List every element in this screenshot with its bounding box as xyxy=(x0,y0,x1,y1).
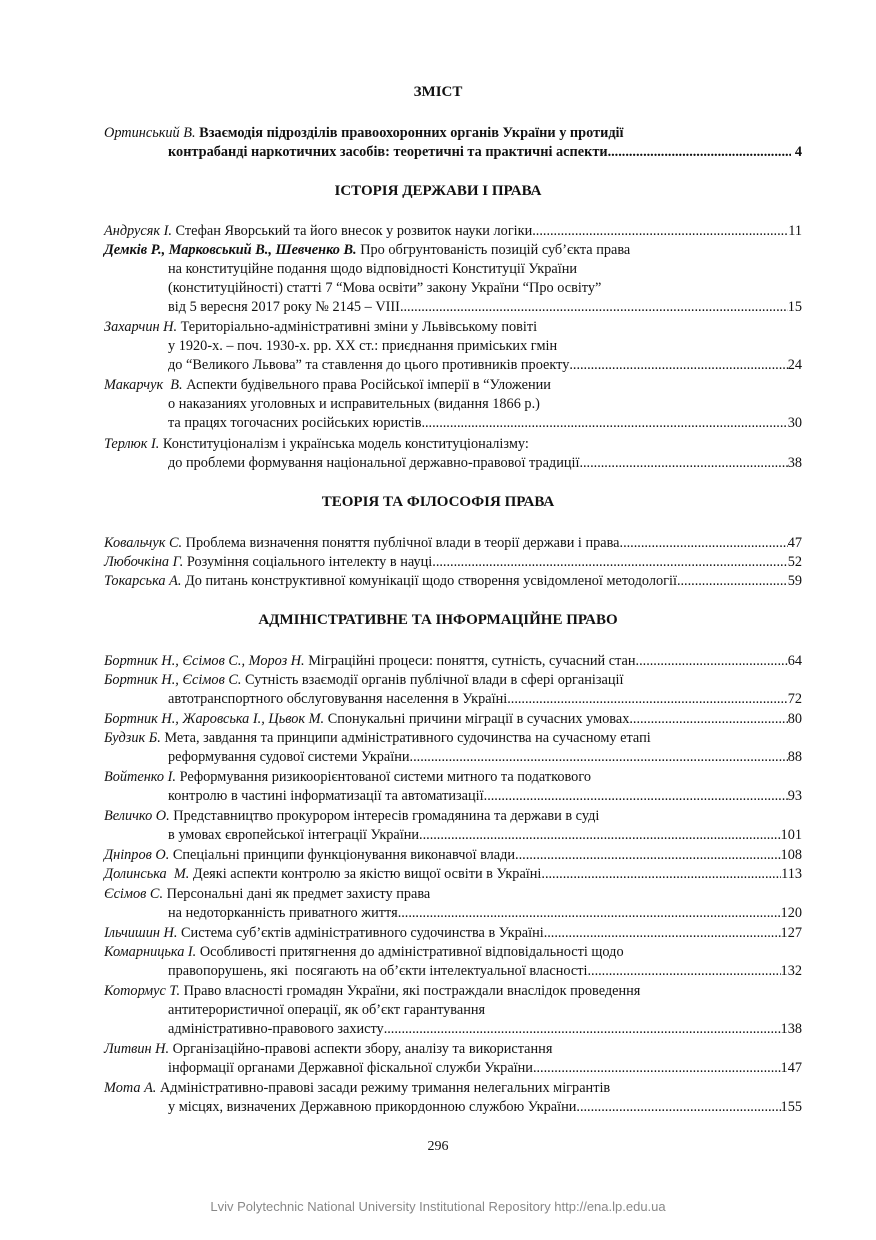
leader-dots xyxy=(677,572,788,591)
leader-dots xyxy=(484,787,788,806)
entry-title-line: Персональні дані як предмет захисту права xyxy=(166,886,431,902)
repository-footer: Lviv Polytechnic National University Institutional Repository http://ena.lp.edu.ua xyxy=(210,1199,666,1214)
entry-page: 132 xyxy=(780,963,802,979)
entry-title-line: правопорушень, які посягають на об’єкти інтелектуальної власності xyxy=(168,963,588,979)
leader-dots xyxy=(384,1020,781,1039)
toc-entry[interactable] xyxy=(104,807,802,845)
toc-entry[interactable] xyxy=(104,553,802,572)
entry-page: 138 xyxy=(780,1021,802,1037)
entry-author: Токарська А. xyxy=(104,573,182,589)
entry-author: Бортник Н., Єсімов С., Мороз Н. xyxy=(104,653,305,669)
leader-dots xyxy=(541,865,781,884)
leader-dots xyxy=(629,710,787,729)
entry-title-line: Організаційно-правові аспекти збору, аналізу та використання xyxy=(172,1041,553,1057)
toc-entry[interactable] xyxy=(104,982,802,1039)
entry-author: Терлюк І. xyxy=(104,436,160,452)
entry-page: 155 xyxy=(780,1099,802,1115)
toc-entry[interactable] xyxy=(104,652,802,671)
entry-author: Котормус Т. xyxy=(104,983,181,999)
page-number: 296 xyxy=(427,1139,449,1154)
leader-dots xyxy=(576,1098,780,1117)
toc-entry[interactable] xyxy=(104,534,802,553)
entry-title-line: Адміністративно-правові засади режиму тримання нелегальних мігрантів xyxy=(159,1080,611,1096)
leader-dots xyxy=(532,222,788,241)
entry-title-line: Спеціальні принципи функціонування виконавчої влади xyxy=(172,847,516,863)
entry-title-line: (конституційності) статті 7 “Мова освіти” закону України “Про освіту” xyxy=(168,280,602,296)
entry-title-line: Мета, завдання та принципи адміністративного судочинства на сучасному етапі xyxy=(164,730,651,746)
entry-title-line: Спонукальні причини міграції в сучасних умовах xyxy=(327,711,630,727)
entry-title-line: контролю в частині інформатизації та автоматизації xyxy=(168,788,484,804)
entry-title-line: До питань конструктивної комунікації щодо створення усвідомленої методології xyxy=(185,573,677,589)
entry-page: 127 xyxy=(780,925,802,941)
entry-author: Величко О. xyxy=(104,808,170,824)
leader-dots xyxy=(400,298,788,317)
entry-page: 38 xyxy=(787,455,802,471)
entry-page: 47 xyxy=(787,535,802,551)
entry-title-line: до проблеми формування національної державно-правової традиції xyxy=(168,455,580,471)
entry-page: 113 xyxy=(781,866,802,882)
leader-dots xyxy=(544,924,781,943)
leader-dots xyxy=(620,534,788,553)
entry-author: Комарницька І. xyxy=(104,944,197,960)
entry-page: 93 xyxy=(787,788,802,804)
entry-author: Захарчин Н. xyxy=(104,319,178,335)
entry-author: Дніпров О. xyxy=(104,847,170,863)
entry-author: Демків Р., Марковський В., Шевченко В. xyxy=(104,242,357,258)
entry-title-line: Деякі аспекти контролю за якістю вищої освіти в Україні xyxy=(192,866,542,882)
entry-title-line: та працях тогочасних російських юристів xyxy=(168,415,422,431)
entry-title-line: Взаємодія підрозділів правоохоронних органів України у протидії xyxy=(199,125,624,141)
entry-title-line: до “Великого Львова” та ставлення до цього противників проекту xyxy=(168,357,570,373)
toc-entry[interactable] xyxy=(104,124,802,162)
entry-title-line: Сутність взаємодії органів публічної влади в сфері організації xyxy=(245,672,624,688)
toc-entry[interactable] xyxy=(104,222,802,241)
toc-entry[interactable] xyxy=(104,846,802,865)
entry-page: 59 xyxy=(787,573,802,589)
toc-entry[interactable] xyxy=(104,768,802,806)
toc-entry[interactable] xyxy=(104,318,802,375)
entry-author: Єсімов С. xyxy=(104,886,164,902)
toc-entry[interactable] xyxy=(104,943,802,981)
entry-title-line: Право власності громадян України, які постраждали внаслідок проведення xyxy=(183,983,641,999)
toc-entry[interactable] xyxy=(104,572,802,591)
leader-dots xyxy=(569,356,787,375)
entry-title-line: Представництво прокурором інтересів громадянина та держави в суді xyxy=(173,808,600,824)
leader-dots xyxy=(398,904,781,923)
entry-title-line: о наказаниях уголовных и исправительных (видання 1866 р.) xyxy=(168,396,540,412)
entry-title-line: Особливості притягнення до адміністративної відповідальності щодо xyxy=(199,944,624,960)
leader-dots xyxy=(608,143,791,162)
entry-page: 4 xyxy=(794,144,802,160)
toc-entry[interactable] xyxy=(104,671,802,709)
entry-title-line: реформування судової системи України xyxy=(168,749,410,765)
entry-title-line: інформації органами Державної фіскальної служби України xyxy=(168,1060,533,1076)
leader-dots xyxy=(432,553,787,572)
entry-title-line: автотранспортного обслуговування населення в Україні xyxy=(168,691,508,707)
entry-title-line: Аспекти будівельного права Російської імперії в “Уложении xyxy=(186,377,551,393)
leader-dots xyxy=(410,748,788,767)
entry-title-line: Реформування ризикоорієнтованої системи митного та податкового xyxy=(179,769,591,785)
entry-page: 52 xyxy=(787,554,802,570)
entry-title-line: антитерористичної операції, як об’єкт гарантування xyxy=(168,1002,486,1018)
entry-title-line: в умовах європейської інтеграції України xyxy=(168,827,420,843)
entry-author: Бортник Н., Жаровська І., Цьвок М. xyxy=(104,711,325,727)
entry-page: 72 xyxy=(787,691,802,707)
entry-author: Долинська М. xyxy=(104,866,190,882)
entry-author: Войтенко І. xyxy=(104,769,176,785)
entry-author: Мота А. xyxy=(104,1080,157,1096)
entry-title-line: на конституційне подання щодо відповідності Конституції України xyxy=(168,261,578,277)
page-title: ЗМІСТ xyxy=(413,84,463,100)
entry-title-line: Про обгрунтованість позицій суб’єкта права xyxy=(360,242,631,258)
entry-page: 15 xyxy=(787,299,802,315)
entry-author: Ільчишин Н. xyxy=(104,925,178,941)
entry-author: Литвин Н. xyxy=(104,1041,170,1057)
leader-dots xyxy=(533,1059,781,1078)
section-heading: ІСТОРІЯ ДЕРЖАВИ І ПРАВА xyxy=(334,183,542,199)
leader-dots xyxy=(419,826,781,845)
entry-title-line: Територіально-адміністративні зміни у Львівському повіті xyxy=(180,319,538,335)
entry-page: 108 xyxy=(780,847,802,863)
entry-page: 147 xyxy=(780,1060,802,1076)
entry-title-line: у 1920-х. – поч. 1930-х. рр. ХХ ст.: приєднання приміських гмін xyxy=(168,338,558,354)
entry-page: 80 xyxy=(787,711,802,727)
toc-entry[interactable] xyxy=(104,710,802,729)
entry-author: Андрусяк І. xyxy=(104,223,172,239)
toc-entry[interactable] xyxy=(104,435,802,473)
entry-page: 120 xyxy=(780,905,802,921)
entry-author: Бортник Н., Єсімов С. xyxy=(104,672,242,688)
entry-title-line: Міграційні процеси: поняття, сутність, сучасний стан xyxy=(308,653,636,669)
entry-title-line: у місцях, визначених Державною прикордонною службою України xyxy=(168,1099,577,1115)
toc-entry[interactable] xyxy=(104,376,802,433)
entry-title-line: від 5 вересня 2017 року № 2145 – VIII xyxy=(168,299,400,315)
toc-entry[interactable] xyxy=(104,241,802,317)
entry-page: 24 xyxy=(787,357,802,373)
entry-title-line: адміністративно-правового захисту xyxy=(168,1021,384,1037)
entry-title-line: Розуміння соціального інтелекту в науці xyxy=(186,554,433,570)
entry-title-line: Стефан Яворський та його внесок у розвиток науки логіки xyxy=(175,223,533,239)
entry-author: Ортинський В. xyxy=(104,125,196,141)
entry-page: 64 xyxy=(787,653,802,669)
entry-page: 11 xyxy=(788,223,802,239)
leader-dots xyxy=(587,962,780,981)
entry-title-line: Проблема визначення поняття публічної влади в теорії держави і права xyxy=(185,535,620,551)
entry-author: Будзик Б. xyxy=(104,730,161,746)
entry-title-line: Система суб’єктів адміністративного судочинства в Україні xyxy=(181,925,544,941)
leader-dots xyxy=(421,414,787,433)
entry-page: 30 xyxy=(787,415,802,431)
leader-dots xyxy=(515,846,781,865)
toc-entry[interactable] xyxy=(104,1040,802,1078)
section-heading: АДМІНІСТРАТИВНЕ ТА ІНФОРМАЦІЙНЕ ПРАВО xyxy=(258,612,618,628)
toc-entry[interactable] xyxy=(104,1079,802,1117)
entry-page: 101 xyxy=(780,827,802,843)
entry-author: Ковальчук С. xyxy=(104,535,183,551)
leader-dots xyxy=(507,690,787,709)
entry-page: 88 xyxy=(787,749,802,765)
entry-title-line: контрабанді наркотичних засобів: теоретичні та практичні аспекти xyxy=(168,144,608,160)
toc-entry[interactable] xyxy=(104,865,802,884)
leader-dots xyxy=(579,454,787,473)
toc-entry[interactable] xyxy=(104,729,802,767)
entry-title-line: Конституціоналізм і українська модель конституціоналізму: xyxy=(162,436,529,452)
entry-author: Макарчук В. xyxy=(104,377,183,393)
entry-title-line: на недоторканність приватного життя xyxy=(168,905,398,921)
leader-dots xyxy=(636,652,788,671)
toc-entry[interactable] xyxy=(104,885,802,923)
toc-entry[interactable] xyxy=(104,924,802,943)
entry-author: Любочкіна Г. xyxy=(104,554,184,570)
section-heading: ТЕОРІЯ ТА ФІЛОСОФІЯ ПРАВА xyxy=(321,494,555,510)
